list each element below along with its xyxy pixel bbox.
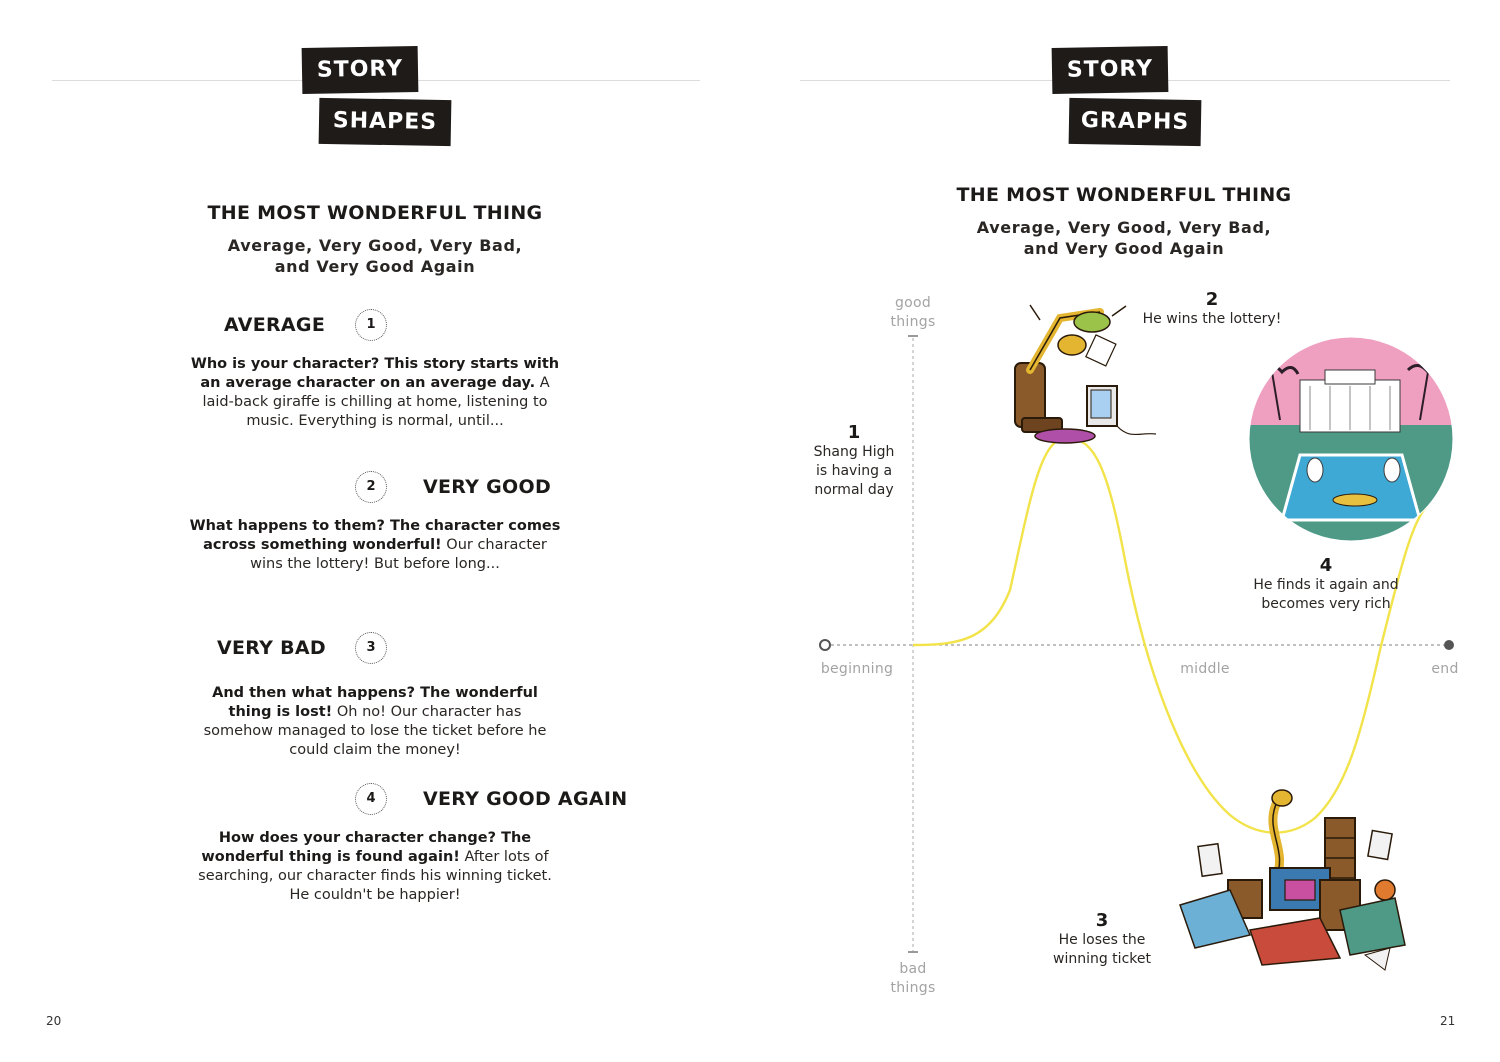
section-heading-very-bad: VERY BAD — [217, 637, 327, 659]
axis-label-good-line1: good — [894, 295, 932, 311]
axis-label-good-line2: things — [890, 314, 936, 330]
event-3-number: 3 — [1095, 910, 1109, 931]
section-heading-very-good-again: VERY GOOD AGAIN — [423, 788, 628, 810]
tag-story-left: STORY — [302, 46, 419, 94]
event-2-number: 2 — [1205, 289, 1219, 310]
event-4 — [1236, 555, 1416, 614]
step-number-2: 2 — [355, 471, 387, 503]
right-subtitle-line1: Average, Very Good, Very Bad, — [976, 218, 1272, 237]
axis-label-good-things — [873, 294, 953, 332]
section-heading-average: AVERAGE — [224, 314, 326, 336]
tag-graphs: GRAPHS — [1069, 98, 1202, 146]
section-bold-very-good: What happens to them? The character comes across something wonderful! — [189, 518, 561, 553]
section-bold-very-bad: And then what happens? The wonderful thing is lost! — [212, 685, 538, 720]
step-number-1: 1 — [355, 309, 387, 341]
axis-label-bad-line1: bad — [899, 961, 927, 977]
section-heading-very-good: VERY GOOD — [423, 476, 552, 498]
left-subtitle-line1: Average, Very Good, Very Bad, — [227, 236, 523, 255]
left-title: THE MOST WONDERFUL THING — [207, 202, 543, 224]
step-number-3: 3 — [355, 632, 387, 664]
event-2-line1: He wins the lottery! — [1142, 311, 1282, 327]
event-3-line2: winning ticket — [1053, 951, 1151, 967]
event-4-number: 4 — [1319, 555, 1333, 576]
event-1-number: 1 — [847, 422, 861, 443]
giraffe-in-mess-illustration — [1180, 790, 1405, 970]
event-1-line2: is having a — [815, 463, 893, 479]
axis-end-marker — [1444, 640, 1454, 650]
axis-label-bad-things — [873, 960, 953, 998]
event-1-line3: normal day — [814, 482, 894, 498]
axis-label-end: end — [1431, 661, 1459, 677]
event-4-line2: becomes very rich — [1261, 596, 1391, 612]
event-3-line1: He loses the — [1058, 932, 1146, 948]
right-subtitle-line2: and Very Good Again — [1023, 239, 1225, 258]
axis-label-beginning: beginning — [820, 661, 894, 677]
step-number-4: 4 — [355, 783, 387, 815]
right-title: THE MOST WONDERFUL THING — [956, 184, 1292, 206]
axis-label-middle: middle — [1180, 661, 1230, 677]
event-4-line1: He finds it again and — [1253, 577, 1399, 593]
tag-shapes: SHAPES — [319, 98, 452, 146]
event-3 — [1032, 910, 1172, 969]
section-bold-average: Who is your character? This story starts with an average character on an average day. — [190, 356, 560, 391]
section-bold-very-good-again: How does your character change? The wonderful thing is found again! — [201, 830, 532, 865]
page-number-right: 21 — [1440, 1014, 1456, 1028]
page-number-left: 20 — [46, 1014, 62, 1028]
event-1-line1: Shang High — [813, 444, 895, 460]
section-body-very-good-again: After lots of searching, our character finds his winning ticket. He couldn't be happier! — [198, 849, 552, 903]
tag-story-right: STORY — [1052, 46, 1169, 94]
left-subtitle-line2: and Very Good Again — [274, 257, 476, 276]
section-body-average: A laid-back giraffe is chilling at home, listening to music. Everything is normal, until... — [202, 375, 550, 429]
section-body-very-bad: Oh no! Our character has somehow managed to lose the ticket before he could claim the money! — [203, 704, 547, 758]
axis-label-bad-line2: things — [890, 980, 936, 996]
axis-start-marker — [820, 640, 830, 650]
event-1 — [799, 422, 909, 500]
event-2 — [1132, 289, 1292, 329]
section-body-very-good: Our character wins the lottery! But before long... — [250, 537, 547, 572]
